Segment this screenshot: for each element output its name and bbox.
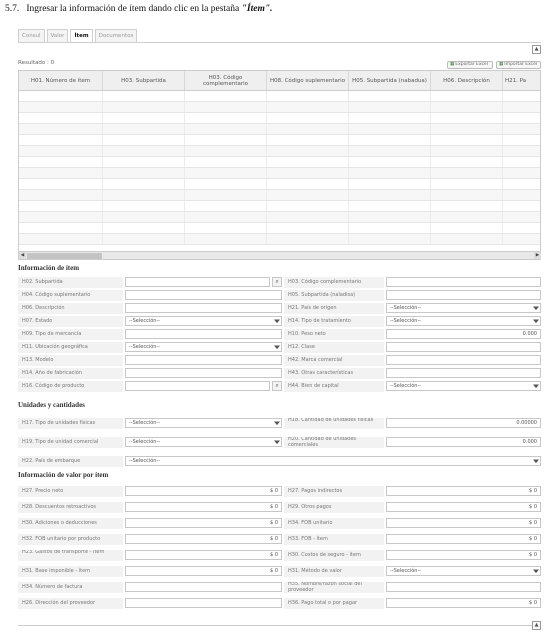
- instruction-heading: [5, 4, 273, 14]
- table-cell: [349, 135, 431, 145]
- field-value: $ 0: [270, 536, 278, 542]
- table-row: [19, 102, 540, 113]
- field-label: H30. Costos de seguro - ítem: [284, 550, 384, 561]
- table-cell: [267, 157, 349, 167]
- form-row: [18, 342, 541, 353]
- input-field[interactable]: [125, 329, 282, 339]
- form-row: [18, 418, 541, 429]
- select-field[interactable]: [386, 303, 541, 313]
- chevron-down-icon: [274, 344, 280, 350]
- table-cell: [431, 135, 503, 145]
- field-label: H18. Cantidad de unidades físicas: [284, 418, 384, 429]
- field-value: $ 0: [529, 520, 537, 526]
- col-numero-item[interactable]: H01. Número de ítem: [19, 71, 103, 90]
- table-cell: [103, 91, 185, 101]
- input-field[interactable]: [386, 290, 541, 300]
- field-label: H34. FOB unitario: [284, 518, 384, 529]
- table-cell: [19, 234, 103, 244]
- table-cell: [503, 190, 541, 200]
- table-row: [19, 190, 540, 201]
- form-row: [18, 368, 541, 379]
- table-cell: [19, 201, 103, 211]
- input-field[interactable]: [386, 534, 541, 544]
- form-row: [18, 582, 541, 593]
- field-label: H26. Dirección del proveedor: [18, 598, 123, 609]
- input-field[interactable]: [386, 418, 541, 428]
- field-value: $ 0: [270, 568, 278, 574]
- field-value: $ 0: [270, 520, 278, 526]
- table-cell: [19, 135, 103, 145]
- input-field[interactable]: [125, 550, 282, 560]
- table-cell: [185, 179, 267, 189]
- input-field[interactable]: [125, 486, 282, 496]
- table-cell: [185, 124, 267, 134]
- tab-divider: [18, 42, 541, 43]
- boarding-country-select[interactable]: --Selección--: [125, 456, 541, 466]
- table-cell: [349, 190, 431, 200]
- table-cell: [431, 179, 503, 189]
- field-label: H44. Bien de capital: [284, 381, 384, 392]
- field-label: H31. Método de valor: [284, 566, 384, 577]
- input-field[interactable]: [386, 437, 541, 447]
- results-count: Resultado : 0: [18, 60, 55, 66]
- table-cell: [503, 91, 541, 101]
- export-excel-button[interactable]: ▦Exportar Excel: [447, 61, 493, 69]
- table-cell: [19, 212, 103, 222]
- form-row: [18, 381, 541, 392]
- input-field[interactable]: [125, 277, 270, 287]
- table-cell: [185, 113, 267, 123]
- form-row: [18, 486, 541, 497]
- chevron-down-icon: [533, 568, 539, 574]
- table-cell: [103, 113, 185, 123]
- field-label: H11. Ubicación geográfica: [18, 342, 123, 353]
- grid-body: [19, 91, 540, 245]
- table-cell: [19, 168, 103, 178]
- select-field[interactable]: [386, 381, 541, 391]
- table-cell: [349, 146, 431, 156]
- table-cell: [431, 157, 503, 167]
- table-cell: [267, 168, 349, 178]
- input-field[interactable]: [125, 502, 282, 512]
- form-row: [18, 550, 541, 561]
- field-label: H28. Descuentos retroactivos: [18, 502, 123, 513]
- input-field[interactable]: [125, 368, 282, 378]
- input-field[interactable]: [125, 290, 282, 300]
- table-cell: [185, 91, 267, 101]
- table-cell: [185, 157, 267, 167]
- col-subpartida[interactable]: H03. Subpartida: [103, 71, 185, 90]
- input-field[interactable]: [125, 303, 282, 313]
- chevron-down-icon: [533, 305, 539, 311]
- section-item-info: Información de ítem: [18, 264, 80, 272]
- field-label: H19. Tipo de unidad comercial: [18, 437, 123, 448]
- col-pais[interactable]: H21. Pa: [503, 71, 541, 90]
- input-field[interactable]: [386, 277, 541, 287]
- field-value: --Selección--: [390, 383, 422, 389]
- chevron-down-icon: [274, 439, 280, 445]
- table-cell: [185, 146, 267, 156]
- field-label: H30. Adiciones o deducciones: [18, 518, 123, 529]
- collapse-icon[interactable]: ▲: [532, 621, 541, 630]
- form-row: [18, 598, 541, 609]
- form-row: [18, 355, 541, 366]
- form-row: [18, 290, 541, 301]
- table-cell: [503, 146, 541, 156]
- input-field[interactable]: [386, 355, 541, 365]
- table-cell: [349, 102, 431, 112]
- input-field[interactable]: [386, 342, 541, 352]
- table-row: [19, 201, 540, 212]
- field-value: $ 0: [529, 600, 537, 606]
- form-row: [18, 329, 541, 340]
- table-cell: [503, 113, 541, 123]
- table-cell: [103, 157, 185, 167]
- form-row: [18, 534, 541, 545]
- section-units: Unidades y cantidades: [18, 401, 85, 409]
- table-cell: [503, 157, 541, 167]
- section-value-info: Información de valor por ítem: [18, 471, 109, 479]
- input-field[interactable]: [125, 518, 282, 528]
- form-row: [18, 277, 541, 288]
- col-descripcion[interactable]: H06. Descripción: [431, 71, 503, 90]
- table-cell: [185, 212, 267, 222]
- table-cell: [103, 146, 185, 156]
- field-label: H31. Base imponible - ítem: [18, 566, 123, 577]
- field-value: --Selección--: [390, 318, 422, 324]
- table-cell: [103, 212, 185, 222]
- search-icon[interactable]: ⌕: [272, 381, 282, 391]
- table-row: [19, 124, 540, 135]
- table-row: [19, 135, 540, 146]
- tab-bar: [18, 29, 137, 42]
- table-cell: [503, 168, 541, 178]
- tab-valor[interactable]: Valor: [47, 29, 69, 42]
- form-row: [18, 316, 541, 327]
- field-label: H16. Código de producto: [18, 381, 123, 392]
- field-label: H05. Subpartida (naladisa): [284, 290, 384, 301]
- form-row: [18, 437, 541, 448]
- table-row: [19, 223, 540, 234]
- field-value: --Selección--: [129, 344, 161, 350]
- field-value: $ 0: [270, 552, 278, 558]
- chevron-down-icon: [274, 318, 280, 324]
- select-field[interactable]: [125, 418, 282, 428]
- table-cell: [431, 102, 503, 112]
- select-field[interactable]: [125, 316, 282, 326]
- table-cell: [349, 168, 431, 178]
- input-field[interactable]: [125, 355, 282, 365]
- select-field[interactable]: [386, 566, 541, 576]
- table-cell: [503, 223, 541, 233]
- input-field[interactable]: [125, 381, 270, 391]
- field-label: H42. Marca comercial: [284, 355, 384, 366]
- table-cell: [19, 179, 103, 189]
- tab-item[interactable]: Ítem: [70, 29, 92, 42]
- field-label: H03. Código complementario: [284, 277, 384, 288]
- field-label: H09. Tipo de mercancía: [18, 329, 123, 340]
- bottom-divider: [18, 625, 541, 626]
- tab-consul[interactable]: Consul: [18, 29, 45, 42]
- field-value: $ 0: [529, 536, 537, 542]
- field-value: $ 0: [529, 504, 537, 510]
- field-label: H22. País de embarque: [18, 456, 123, 467]
- field-label: H10. Peso neto: [284, 329, 384, 340]
- table-cell: [431, 201, 503, 211]
- input-field[interactable]: [386, 598, 541, 608]
- excel-icon: ▦: [499, 62, 504, 67]
- collapse-icon[interactable]: ▲: [532, 45, 541, 54]
- table-cell: [19, 102, 103, 112]
- field-value: 0.000: [522, 439, 537, 445]
- table-cell: [185, 135, 267, 145]
- items-grid: [18, 70, 541, 260]
- form-row: [18, 566, 541, 577]
- field-label: H07. Estado: [18, 316, 123, 327]
- table-cell: [349, 212, 431, 222]
- table-cell: [267, 179, 349, 189]
- table-cell: [19, 113, 103, 123]
- table-row: [19, 234, 540, 245]
- table-cell: [103, 223, 185, 233]
- field-value: --Selección--: [129, 318, 161, 324]
- table-cell: [267, 212, 349, 222]
- field-label: H14. Año de fabricación: [18, 368, 123, 379]
- field-label: H29. Otros pagos: [284, 502, 384, 513]
- table-cell: [267, 201, 349, 211]
- import-excel-button[interactable]: ▦Importar Excel: [496, 61, 541, 69]
- field-label: H13. Modelo: [18, 355, 123, 366]
- scroll-right-icon[interactable]: ▶: [535, 253, 540, 258]
- table-cell: [103, 168, 185, 178]
- table-row: [19, 157, 540, 168]
- select-field[interactable]: [125, 437, 282, 447]
- field-value: $ 0: [270, 504, 278, 510]
- table-cell: [19, 190, 103, 200]
- field-label: H12. Clase: [284, 342, 384, 353]
- field-label: H27. Pagos indirectos: [284, 486, 384, 497]
- table-cell: [431, 113, 503, 123]
- table-cell: [503, 102, 541, 112]
- form-row: [18, 303, 541, 314]
- field-value: 0.000: [522, 331, 537, 337]
- chevron-down-icon: [533, 318, 539, 324]
- field-label: H23. Gastos de transporte - ítem: [18, 550, 123, 561]
- input-field[interactable]: [386, 329, 541, 339]
- table-cell: [267, 135, 349, 145]
- table-cell: [503, 212, 541, 222]
- input-field[interactable]: [386, 550, 541, 560]
- input-field[interactable]: [386, 502, 541, 512]
- input-field[interactable]: [386, 486, 541, 496]
- heading-number: 5.7.: [5, 4, 20, 14]
- table-cell: [349, 113, 431, 123]
- field-label: H32. FOB unitario por producto: [18, 534, 123, 545]
- select-field[interactable]: [125, 342, 282, 352]
- table-cell: [349, 201, 431, 211]
- chevron-down-icon: [274, 420, 280, 426]
- table-cell: [267, 124, 349, 134]
- table-cell: [185, 190, 267, 200]
- input-field[interactable]: [386, 368, 541, 378]
- table-cell: [103, 124, 185, 134]
- table-cell: [267, 223, 349, 233]
- col-codigo-complementario[interactable]: H03. Código complementario: [185, 71, 267, 90]
- table-cell: [185, 223, 267, 233]
- field-label: H36. Pago total o por pagar: [284, 598, 384, 609]
- chevron-down-icon: [533, 383, 539, 389]
- field-value: --Selección--: [390, 305, 422, 311]
- table-cell: [19, 124, 103, 134]
- chevron-down-icon: [533, 458, 539, 464]
- field-label: H33. FOB - ítem: [284, 534, 384, 545]
- form-row-boarding: [18, 456, 541, 467]
- search-icon[interactable]: ⌕: [272, 277, 282, 287]
- form-row: [18, 518, 541, 529]
- table-cell: [103, 135, 185, 145]
- field-label: H21. País de origen: [284, 303, 384, 314]
- heading-tab-ref: "Ítem".: [241, 4, 273, 14]
- table-cell: [103, 179, 185, 189]
- select-field[interactable]: [386, 316, 541, 326]
- table-cell: [267, 113, 349, 123]
- table-cell: [267, 91, 349, 101]
- table-cell: [503, 135, 541, 145]
- table-cell: [185, 168, 267, 178]
- table-cell: [103, 201, 185, 211]
- table-cell: [431, 223, 503, 233]
- table-cell: [503, 179, 541, 189]
- table-cell: [431, 168, 503, 178]
- field-label: H20. Cantidad de unidades comerciales: [284, 437, 384, 448]
- scroll-thumb[interactable]: [27, 253, 102, 259]
- input-field[interactable]: [125, 598, 282, 608]
- table-cell: [431, 124, 503, 134]
- col-subpartida-naladisa[interactable]: H05. Subpartida (nabadua): [349, 71, 431, 90]
- table-cell: [431, 91, 503, 101]
- table-cell: [503, 124, 541, 134]
- table-row: [19, 146, 540, 157]
- field-label: H06. Descripción: [18, 303, 123, 314]
- table-cell: [267, 146, 349, 156]
- field-label: H14. Tipo de tratamiento: [284, 316, 384, 327]
- field-value: --Selección--: [390, 568, 422, 574]
- input-field[interactable]: [125, 566, 282, 576]
- tab-documentos[interactable]: Documentos: [95, 29, 138, 42]
- table-cell: [267, 234, 349, 244]
- field-label: H02. Subpartida: [18, 277, 123, 288]
- table-cell: [19, 157, 103, 167]
- table-cell: [503, 234, 541, 244]
- table-cell: [503, 201, 541, 211]
- input-field[interactable]: [125, 582, 282, 592]
- table-cell: [185, 102, 267, 112]
- grid-header: [19, 71, 540, 91]
- field-label: H17. Tipo de unidades físicas: [18, 418, 123, 429]
- table-row: [19, 113, 540, 124]
- excel-icon: ▦: [450, 62, 455, 67]
- table-cell: [431, 234, 503, 244]
- input-field[interactable]: [386, 518, 541, 528]
- table-cell: [185, 234, 267, 244]
- table-row: [19, 179, 540, 190]
- field-label: H04. Código suplementario: [18, 290, 123, 301]
- table-cell: [349, 157, 431, 167]
- table-row: [19, 168, 540, 179]
- table-cell: [19, 223, 103, 233]
- table-cell: [103, 190, 185, 200]
- field-label: H43. Otras características: [284, 368, 384, 379]
- table-cell: [19, 91, 103, 101]
- field-value: --Selección--: [129, 420, 161, 426]
- table-cell: [103, 234, 185, 244]
- table-cell: [349, 234, 431, 244]
- table-cell: [431, 212, 503, 222]
- table-cell: [103, 102, 185, 112]
- table-cell: [349, 223, 431, 233]
- table-cell: [349, 91, 431, 101]
- table-cell: [267, 190, 349, 200]
- table-cell: [431, 190, 503, 200]
- input-field[interactable]: [125, 534, 282, 544]
- field-label: H35. Nombre/razón social del proveedor: [284, 582, 384, 593]
- field-value: $ 0: [529, 488, 537, 494]
- field-value: 0.00000: [516, 420, 537, 426]
- col-codigo-suplementario[interactable]: H08. Código suplementario: [267, 71, 349, 90]
- table-cell: [349, 179, 431, 189]
- scroll-left-icon[interactable]: ◀: [20, 253, 25, 258]
- heading-text: Ingresar la información de ítem dando clic en la pestaña: [26, 4, 242, 14]
- field-value: $ 0: [529, 552, 537, 558]
- table-row: [19, 212, 540, 223]
- table-cell: [431, 146, 503, 156]
- field-value: $ 0: [270, 488, 278, 494]
- table-cell: [185, 201, 267, 211]
- form-row: [18, 502, 541, 513]
- table-cell: [267, 102, 349, 112]
- field-label: H34. Número de factura: [18, 582, 123, 593]
- horizontal-scrollbar[interactable]: [19, 251, 541, 259]
- table-row: [19, 91, 540, 102]
- table-cell: [19, 146, 103, 156]
- table-cell: [349, 124, 431, 134]
- input-field[interactable]: [386, 582, 541, 592]
- field-value: --Selección--: [129, 439, 161, 445]
- field-label: H27. Precio neto: [18, 486, 123, 497]
